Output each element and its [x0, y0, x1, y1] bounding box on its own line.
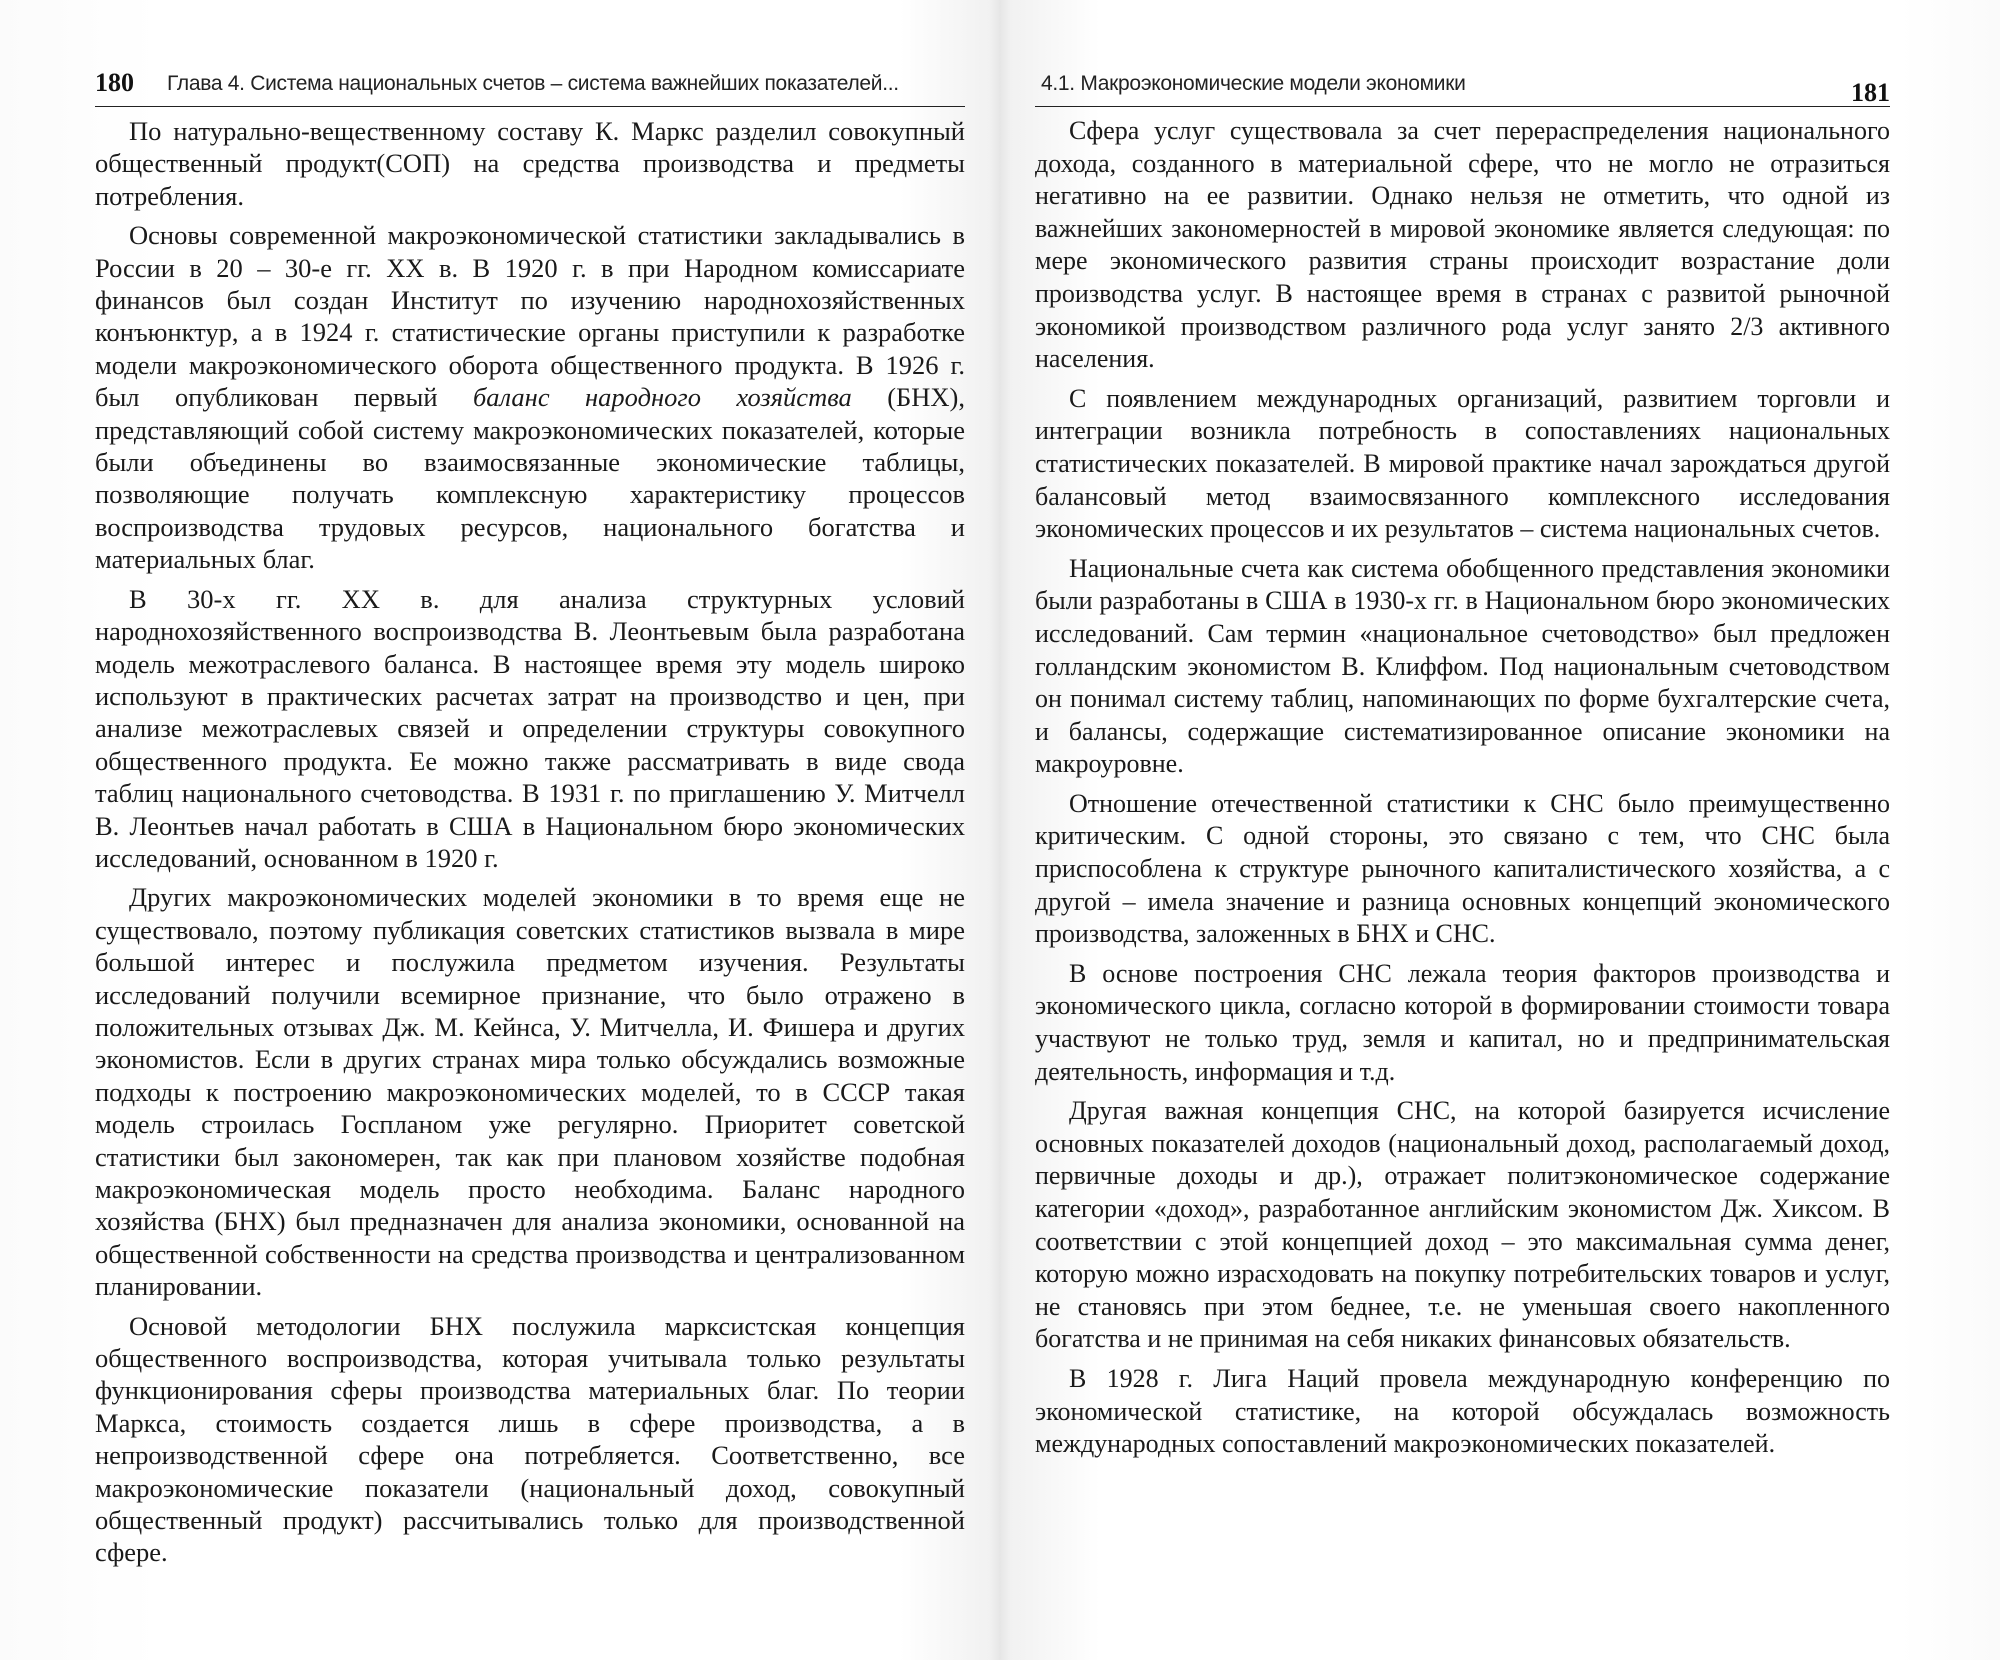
right-page — [1035, 0, 1890, 1660]
page-number-left: 180 — [95, 68, 134, 97]
paragraph-text: Основы современной макроэкономической статистики закладывались в России в 20 – 30-е гг. XX в. В 1920 г. в при Народном комиссариате финансов был создан Институт по изучению народнохозяйственных конъюнктур, а в 1924 г. статистические органы приступили к разработке модели макроэкономического оборота общественного продукта. В 1926 г. был опубликован первый — [95, 220, 965, 413]
right-running-head — [1035, 66, 1890, 107]
paragraph: В 30-х гг. XX в. для анализа структурных условий народнохозяйственного воспроизводства В. Леонтьевым была разработана модель межотраслевого баланса. В настоящее время эту модель широко используют в практических расчетах затрат на производство и цен, при анализе межотраслевых связей и определении структуры совокупного общественного продукта. Ее можно также рассматривать в виде свода таблиц национального счетоводства. В 1931 г. по приглашению У. Митчелл В. Леонтьев начал работать в США в Национальном бюро экономических исследований, основанном в 1920 г. — [95, 583, 965, 873]
section-running-title: 4.1. Макроэкономические модели экономики — [1041, 72, 1466, 95]
paragraph: Другая важная концепция СНС, на которой базируется исчисление основных показателей доходов (национальный доход, располагаемый доход, первичные доходы и др.), отражает политэкономическое содержание категории «доход», разработанное английским экономистом Дж. Хиксом. В соответствии с этой концепцией доход – это максимальная сумма денег, которую можно израсходовать на покупку потребительских товаров и услуг, не становясь при этом беднее, т.е. не уменьшая своего накопленного богатства и не принимая на себя никаких финансовых обязательств. — [1035, 1096, 1890, 1354]
paragraph: Других макроэкономических моделей экономики в то время еще не существовало, поэтому публикация советских статистиков вызвала в мире большой интерес и послужила предметом изучения. Результаты исследований получили всемирное признание, что было отражено в положительных отзывах Дж. М. Кейнса, У. Митчелла, И. Фишера и других экономистов. Если в других странах мира только обсуждались возможные подходы к построению макроэкономических моделей, то в СССР такая модель строилась Госпланом уже регулярно. Приоритет советской статистики был закономерен, так как при плановом хозяйстве подобная макроэкономическая модель просто необходима. Баланс народного хозяйства (БНХ) был предназначен для анализа экономики, основанной на общественной собственности на средства производства и централизованном планировании. — [95, 882, 965, 1302]
left-body-text — [95, 115, 965, 1576]
chapter-running-title: Глава 4. Система национальных счетов – система важнейших показателей... — [167, 72, 899, 95]
emphasized-term: баланс народного хозяйства — [472, 382, 852, 413]
paragraph: Отношение отечественной статистики к СНС было преимущественно критическим. С одной стороны, это связано с тем, что СНС была приспособлена к структуре рыночного капиталистического хозяйства, а с другой – имела значение и разница основных концепций экономического производства, заложенных в БНХ и СНС. — [1035, 788, 1890, 949]
left-page — [95, 0, 965, 1660]
paragraph — [95, 219, 965, 575]
paragraph: Национальные счета как система обобщенного представления экономики были разработаны в США в 1930-х гг. в Национальном бюро экономических исследований. Сам термин «национальное счетоводство» был предложен голландским экономистом В. Клиффом. Под национальным счетоводством он понимал систему таблиц, напоминающих по форме бухгалтерские счета, и балансы, содержащие систематизированное описание экономики на макроуровне. — [1035, 553, 1890, 779]
paragraph: В основе построения СНС лежала теория факторов производства и экономического цикла, согласно которой в формировании стоимости товара участвуют не только труд, земля и капитал, но и предпринимательская деятельность, информация и т.д. — [1035, 958, 1890, 1086]
right-body-text — [1035, 115, 1890, 1468]
paragraph: Основой методологии БНХ послужила марксистская концепция общественного воспроизводства, которая учитывала только результаты функционирования сферы производства материальных благ. По теории Маркса, стоимость создается лишь в сфере производства, а в непроизводственной сфере она потребляется. Соответственно, все макроэкономические показатели (национальный доход, совокупный общественный продукт) рассчитывались только для производственной сфере. — [95, 1310, 965, 1568]
paragraph: По натурально-вещественному составу К. Маркс разделил совокупный общественный продукт(СОП) на средства производства и предметы потребления. — [95, 116, 965, 211]
paragraph-text: (БНХ), представляющий собой систему макроэкономических показателей, которые были объединены во взаимосвязанные экономические таблицы, позволяющие получать комплексную характеристику процессов воспроизводства трудовых ресурсов, национального богатства и материальных благ. — [95, 382, 965, 575]
page-number-right: 181 — [1851, 78, 1890, 107]
left-running-head — [95, 66, 965, 107]
paragraph: В 1928 г. Лига Наций провела международную конференцию по экономической статистике, на которой обсуждалась возможность международных сопоставлений макроэкономических показателей. — [1035, 1363, 1890, 1459]
paragraph: Сфера услуг существовала за счет перераспределения национального дохода, созданного в материальной сфере, что не могло не отразиться негативно на ее развитии. Однако нельзя не отметить, что одной из важнейших закономерностей в мировой экономике является следующая: по мере экономического развития страны происходит возрастание доли производства услуг. В настоящее время в странах с развитой рыночной экономикой производством различного рода услуг занято 2/3 активного населения. — [1035, 116, 1890, 374]
paragraph: С появлением международных организаций, развитием торговли и интеграции возникла потребность в сопоставлениях национальных статистических показателей. В мировой практике начал зарождаться другой балансовый метод взаимосвязанного комплексного исследования экономических процессов и их результатов – система национальных счетов. — [1035, 383, 1890, 544]
